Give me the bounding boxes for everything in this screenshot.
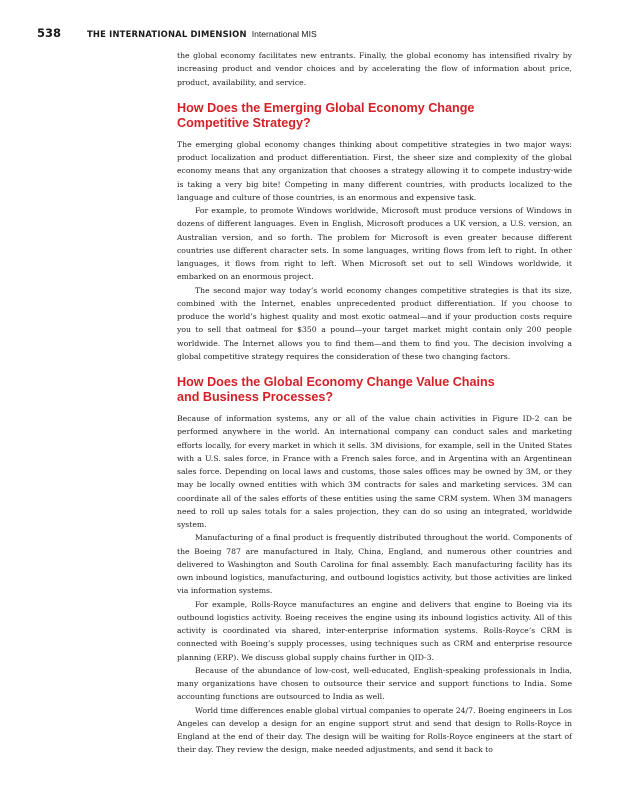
page-number: 538 <box>37 26 62 40</box>
body-paragraph: For example, to promote Windows worldwide, Microsoft must produce versions of Windows in dozens of different languages. Even in English, Microsoft produces a UK version, a U.S. version, an Australian version, and so forth. The problem for Microsoft is even greater because different countries use different character sets. In some languages, writing flows from left to right. In other languages, it flows from right to left. When Microsoft set out to sell Windows worldwide, it embarked on an enormous project. <box>177 206 572 282</box>
intro-paragraph: the global economy facilitates new entrants. Finally, the global economy has intensified rivalry by increasing product and vendor choices and by accelerating the flow of information about price, product, availability, and service. <box>177 51 572 87</box>
section-title: THE INTERNATIONAL DIMENSION <box>87 29 247 39</box>
section-heading-value-chains: How Does the Global Economy Change Value Chains and Business Processes? <box>177 375 495 404</box>
page-body <box>177 49 572 757</box>
body-paragraph: Because of information systems, any or all of the value chain activities in Figure ID-2 can be performed anywhere in the world. An international company can conduct sales and marketing efforts locally, for every market in which it sells. 3M divisions, for example, sell in the United States with a U.S. sales force, in France with a French sales force, and in Argentina with an Argentinean sales force. Depending on local laws and customs, those sales offices may be owned by 3M, or they may be locally owned entities with which 3M contracts for sales and marketing services. 3M can coordinate all of the sales efforts of these entities using the same CRM system. When 3M managers need to roll up sales totals for a sales projection, they can do so using an integrated, worldwide system. <box>177 414 572 529</box>
subsection-title: International MIS <box>251 29 317 39</box>
body-paragraph: Because of the abundance of low-cost, well-educated, English-speaking professionals in India, many organizations have chosen to outsource their service and support functions to India. Some accounting functions are outsourced to India as well. <box>177 665 572 702</box>
section-heading-competitive-strategy: How Does the Emerging Global Economy Change Competitive Strategy? <box>177 100 475 130</box>
body-paragraph: The emerging global economy changes thinking about competitive strategies in two major ways: product localization and product differentiation. First, the sheer size and complexity of the global economy means that any organization that chooses a strategy allowing it to compete industry-wide is taking a very big bite! Competing in many different countries, with products localized to the language and culture of those countries, is an enormous and expensive task. <box>177 139 572 202</box>
body-paragraph: For example, Rolls-Royce manufactures an engine and delivers that engine to Boeing via its outbound logistics activity. Boeing receives the engine using its inbound logistics activity. All of this activity is coordinated via shared, inter-enterprise information systems. Rolls-Royce’s CRM is connected with Boeing’s supply processes, using techniques such as CRM and enterprise resource planning (ERP). We discuss global supply chains further in QID-3. <box>177 599 572 662</box>
body-paragraph: Manufacturing of a final product is frequently distributed throughout the world. Components of the Boeing 787 are manufactured in Italy, China, England, and numerous other countries and delivered to Washington and South Carolina for final assembly. Each manufacturing facility has its own inbound logistics, manufacturing, and outbound logistics activity, but those activities are linked via information systems. <box>177 533 572 596</box>
body-paragraph: The second major way today’s world economy changes competitive strategies is that its size, combined with the Internet, enables unprecedented product differentiation. If you choose to produce the world’s highest quality and most exotic oatmeal—and if your production costs require you to sell that oatmeal for $350 a pound—your target market might contain only 200 people worldwide. The Internet allows you to find them—and them to find you. The decision involving a global competitive strategy requires the consideration of these two changing factors. <box>177 285 572 361</box>
running-head <box>37 26 595 40</box>
body-paragraph: World time differences enable global virtual companies to operate 24/7. Boeing engineers in Los Angeles can develop a design for an engine support strut and send that design to Rolls-Royce in England at the end of their day. The design will be waiting for Rolls-Royce engineers at the start of their day. They review the design, make needed adjustments, and send it back to <box>177 705 572 755</box>
